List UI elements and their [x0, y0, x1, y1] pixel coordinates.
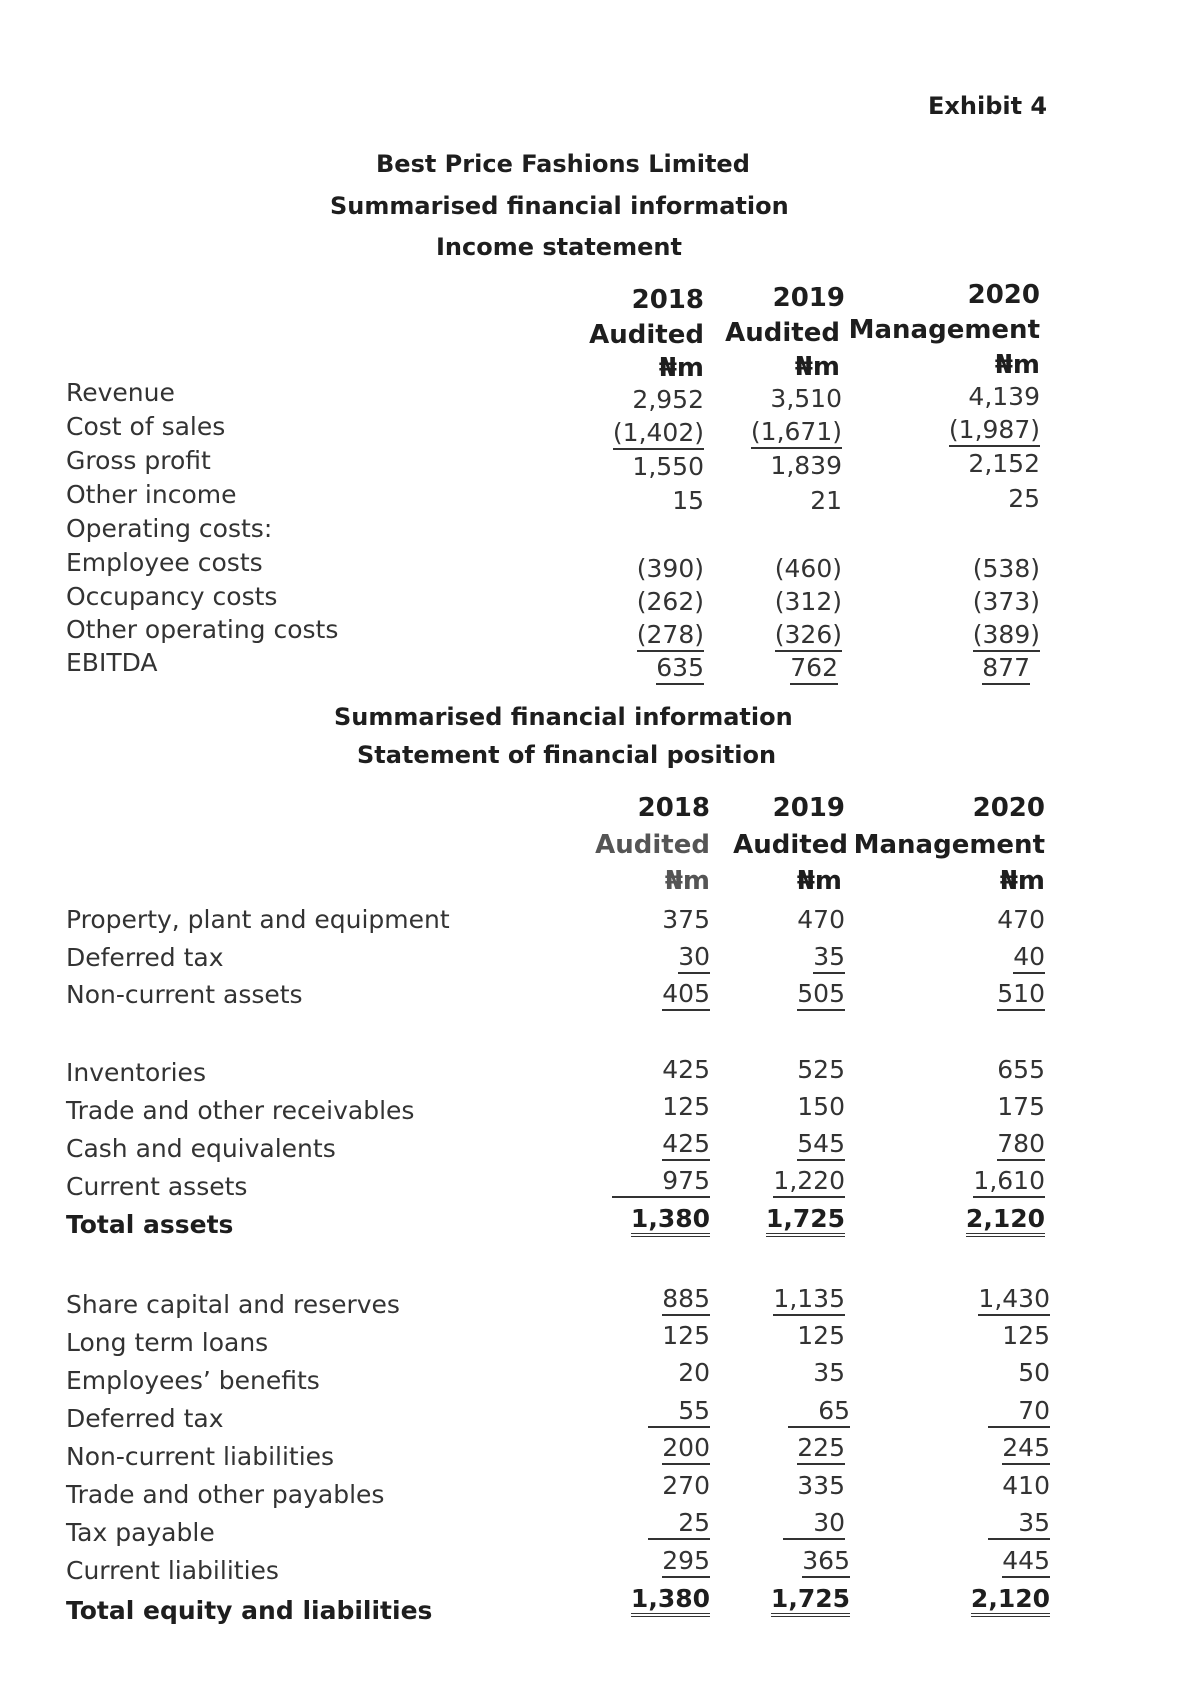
position-value-2020: 1,610 — [973, 1166, 1045, 1198]
position-value-2020: 40 — [1013, 942, 1045, 974]
position-value-2019: 150 — [797, 1092, 845, 1121]
income-value-2018: 2,952 — [632, 385, 704, 414]
position-value-2020: 445 — [1002, 1546, 1050, 1578]
position-total-2020: 2,120 — [971, 1584, 1050, 1617]
position-label: Inventories — [66, 1058, 206, 1087]
income-label: Operating costs: — [66, 514, 273, 543]
position-label: Deferred tax — [66, 1404, 224, 1433]
income-value-2020: 25 — [1008, 484, 1040, 513]
income-value-2019: 762 — [790, 653, 838, 685]
income-value-2018: (390) — [636, 554, 704, 583]
section1-subheading: Income statement — [436, 233, 682, 261]
position-label-total: Total assets — [66, 1210, 234, 1239]
position-col-2018-status: Audited — [595, 830, 710, 860]
income-col-2018-status: Audited — [589, 320, 704, 350]
income-label: Cost of sales — [66, 412, 226, 441]
position-label: Cash and equivalents — [66, 1134, 336, 1163]
position-label: Trade and other receivables — [66, 1096, 415, 1125]
position-value-2019: 35 — [813, 942, 845, 974]
income-label: Gross profit — [66, 446, 211, 475]
income-value-2020: (1,987) — [949, 415, 1040, 447]
position-value-2019: 365 — [802, 1546, 850, 1578]
position-value-2020: 1,430 — [978, 1284, 1050, 1316]
income-value-2019: (460) — [774, 554, 842, 583]
exhibit-label: Exhibit 4 — [928, 92, 1048, 120]
income-label: Occupancy costs — [66, 582, 278, 611]
position-label: Trade and other payables — [66, 1480, 385, 1509]
position-value-2019: 545 — [797, 1129, 845, 1161]
position-value-2018: 200 — [662, 1433, 710, 1465]
position-label: Non-current liabilities — [66, 1442, 335, 1471]
income-label: Revenue — [66, 378, 175, 407]
position-value-2018: 25 — [648, 1508, 710, 1540]
income-col-2019-status: Audited — [725, 318, 840, 348]
position-total-2020: 2,120 — [966, 1204, 1045, 1237]
position-value-2018: 405 — [662, 979, 710, 1011]
position-total-2018: 1,380 — [631, 1204, 710, 1237]
income-value-2018: 15 — [672, 486, 704, 515]
income-value-2019: 21 — [810, 486, 842, 515]
position-total-2019: 1,725 — [766, 1204, 845, 1237]
income-col-2019-year: 2019 — [772, 283, 845, 313]
position-label: Current liabilities — [66, 1556, 279, 1585]
position-value-2018: 975 — [612, 1166, 710, 1198]
position-value-2018: 125 — [662, 1092, 710, 1121]
position-col-2019-year: 2019 — [772, 793, 845, 823]
position-value-2020: 35 — [988, 1508, 1050, 1540]
income-col-2020-unit: ₦m — [994, 350, 1040, 380]
income-value-2019: 3,510 — [770, 384, 842, 413]
income-label: EBITDA — [66, 648, 158, 677]
position-value-2020: 125 — [1002, 1321, 1050, 1350]
position-value-2020: 70 — [988, 1396, 1050, 1428]
income-value-2020: (538) — [972, 554, 1040, 583]
position-value-2019: 470 — [797, 905, 845, 934]
position-value-2019: 505 — [797, 979, 845, 1011]
income-label: Other operating costs — [66, 615, 339, 644]
position-value-2019: 525 — [797, 1055, 845, 1084]
position-value-2020: 510 — [997, 979, 1045, 1011]
position-total-2019: 1,725 — [771, 1584, 850, 1617]
position-value-2018: 125 — [662, 1321, 710, 1350]
position-value-2019: 35 — [813, 1358, 845, 1387]
income-value-2018: 635 — [656, 653, 704, 685]
income-col-2018-year: 2018 — [631, 285, 704, 315]
company-name: Best Price Fashions Limited — [376, 150, 750, 178]
position-value-2020: 470 — [997, 905, 1045, 934]
position-value-2019: 65 — [788, 1396, 850, 1428]
position-col-2018-year: 2018 — [637, 793, 710, 823]
position-value-2020: 655 — [997, 1055, 1045, 1084]
position-value-2019: 30 — [783, 1508, 845, 1540]
section1-heading: Summarised financial information — [330, 192, 789, 220]
position-label: Long term loans — [66, 1328, 269, 1357]
income-value-2020: 877 — [982, 653, 1030, 685]
position-value-2020: 780 — [997, 1129, 1045, 1161]
position-value-2018: 20 — [678, 1358, 710, 1387]
income-col-2020-year: 2020 — [967, 280, 1040, 310]
income-value-2018: (262) — [636, 587, 704, 616]
position-label: Employees’ benefits — [66, 1366, 320, 1395]
section2-subheading: Statement of financial position — [357, 741, 777, 769]
position-value-2018: 270 — [662, 1471, 710, 1500]
income-value-2019: (1,671) — [751, 417, 842, 449]
position-col-2020-year: 2020 — [972, 793, 1045, 823]
position-col-2019-unit: ₦m — [796, 866, 842, 896]
position-label: Share capital and reserves — [66, 1290, 400, 1319]
position-value-2018: 425 — [662, 1055, 710, 1084]
position-value-2020: 245 — [1002, 1433, 1050, 1465]
position-label: Tax payable — [66, 1518, 215, 1547]
income-value-2018: 1,550 — [632, 452, 704, 481]
position-value-2020: 410 — [1002, 1471, 1050, 1500]
income-value-2020: (373) — [972, 587, 1040, 616]
income-col-2020-status: Management — [848, 315, 1040, 345]
section2-heading: Summarised financial information — [334, 703, 793, 731]
position-value-2020: 50 — [1018, 1358, 1050, 1387]
position-label: Current assets — [66, 1172, 248, 1201]
position-col-2019-status: Audited — [733, 830, 848, 860]
position-value-2018: 425 — [662, 1129, 710, 1161]
income-col-2019-unit: ₦m — [794, 352, 840, 382]
position-label: Deferred tax — [66, 943, 224, 972]
position-label-total: Total equity and liabilities — [66, 1596, 433, 1625]
position-col-2018-unit: ₦m — [664, 866, 710, 896]
income-value-2018: (278) — [637, 620, 704, 652]
position-value-2018: 30 — [678, 942, 710, 974]
position-value-2020: 175 — [997, 1092, 1045, 1121]
income-value-2019: (312) — [774, 587, 842, 616]
position-col-2020-status: Management — [853, 830, 1045, 860]
position-value-2019: 1,220 — [773, 1166, 845, 1198]
position-value-2019: 335 — [797, 1471, 845, 1500]
position-value-2018: 55 — [648, 1396, 710, 1428]
position-value-2019: 1,135 — [773, 1284, 845, 1316]
position-value-2019: 125 — [797, 1321, 845, 1350]
income-value-2020: 4,139 — [968, 382, 1040, 411]
income-value-2019: (326) — [775, 620, 842, 652]
income-value-2020: (389) — [973, 620, 1040, 652]
position-value-2018: 885 — [662, 1284, 710, 1316]
position-value-2018: 295 — [662, 1546, 710, 1578]
position-total-2018: 1,380 — [631, 1584, 710, 1617]
income-col-2018-unit: ₦m — [658, 353, 704, 383]
income-label: Other income — [66, 480, 237, 509]
position-label: Non-current assets — [66, 980, 303, 1009]
position-label: Property, plant and equipment — [66, 905, 450, 934]
income-label: Employee costs — [66, 548, 263, 577]
income-value-2020: 2,152 — [968, 449, 1040, 478]
position-col-2020-unit: ₦m — [999, 866, 1045, 896]
position-value-2018: 375 — [662, 905, 710, 934]
position-value-2019: 225 — [797, 1433, 845, 1465]
income-value-2019: 1,839 — [770, 451, 842, 480]
income-value-2018: (1,402) — [613, 418, 704, 450]
